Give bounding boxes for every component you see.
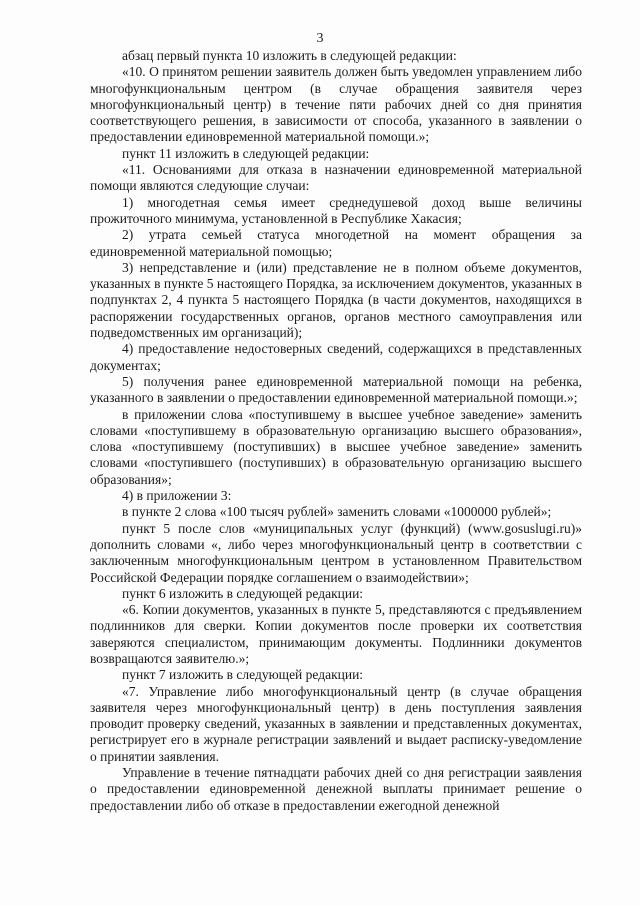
paragraph-6: 2) утрата семьей статуса многодетной на момент обращения за единовременной материальной помощью; bbox=[90, 227, 582, 259]
paragraph-10: в приложении слова «поступившему в высшее учебное заведение» заменить словами «поступившему в образовательную организацию высшего образования», слова «поступившему (поступивших) в высшее учебное заведение» заменить словами «поступившего (поступивших) в образовательную организацию высшего образования»; bbox=[90, 406, 582, 487]
paragraph-11: 4) в приложении 3: bbox=[122, 488, 232, 504]
paragraph-4: «11. Основаниями для отказа в назначении единовременной материальной помощи являются следующие случаи: bbox=[90, 162, 582, 194]
paragraph-1: абзац первый пункта 10 изложить в следующей редакции: bbox=[122, 48, 457, 63]
paragraph-18: Управление в течение пятнадцати рабочих дней со дня регистрации заявления о предоставлении единовременной денежной выплаты принимает решение о предоставлении либо об отказе в предоставлении ежегодной денежной bbox=[90, 765, 582, 813]
paragraph-13: пункт 5 после слов «муниципальных услуг (функций) (www.gosuslugi.ru)» дополнить словами «, либо через многофункциональный центр в соответствии с заключенным многофункциональным центром в установленном Правительством Российской Федерации порядке соглашением о взаимодействии»; bbox=[90, 520, 582, 585]
paragraph-17: «7. Управление либо многофункциональный центр (в случае обращения заявителя через многофункциональный центр) в день поступления заявления проводит проверку сведений, указанных в заявлении и представленных документах, регистрирует его в журнале регистрации заявлений и выдает расписку-уведомление о принятии заявления. bbox=[90, 683, 582, 764]
paragraph-15: «6. Копии документов, указанных в пункте 5, представляются с предъявлением подлинников для сверки. Копии документов после проверки их соответствия заверяются специалистом, принимающим документы. Подлинники документов возвращаются заявителю.»; bbox=[90, 602, 582, 666]
paragraph-14: пункт 6 изложить в следующей редакции: bbox=[122, 585, 364, 601]
page-number: 3 bbox=[316, 31, 324, 46]
paragraph-9: 5) получения ранее единовременной материальной помощи на ребенка, указанного в заявлении о предоставлении единовременной материальной помощи.»; bbox=[90, 373, 582, 406]
paragraph-7: 3) непредставление и (или) представление не в полном объеме документов, указанных в пункте 5 настоящего Порядка, за исключением документов, указанных в подпунктах 2, 4 пункта 5 настоящего Порядка (в части документов, находящихся в распоряжении государственных органов, органов местного самоуправления или подведомственных им организаций); bbox=[90, 259, 582, 341]
document-body bbox=[90, 48, 582, 814]
paragraph-12: в пункте 2 слова «100 тысяч рублей» заменить словами «1000000 рублей»; bbox=[122, 504, 552, 520]
paragraph-16: пункт 7 изложить в следующей редакции: bbox=[122, 667, 364, 683]
paragraph-8: 4) предоставление недостоверных сведений, содержащихся в представленных документах; bbox=[90, 341, 582, 373]
paragraph-5: 1) многодетная семья имеет среднедушевой доход выше величины прожиточного минимума, установленной в Республике Хакасия; bbox=[90, 194, 582, 226]
paragraph-3: пункт 11 изложить в следующей редакции: bbox=[122, 145, 370, 161]
paragraph-2: «10. О принятом решении заявитель должен быть уведомлен управлением либо многофункциональным центром (в случае обращения заявителя через многофункциональный центр) в течение пяти рабочих дней со дня принятия соответствующего решения, в зависимости от способа, указанного в заявлении о предоставлении единовременной материальной помощи.»; bbox=[90, 64, 582, 145]
